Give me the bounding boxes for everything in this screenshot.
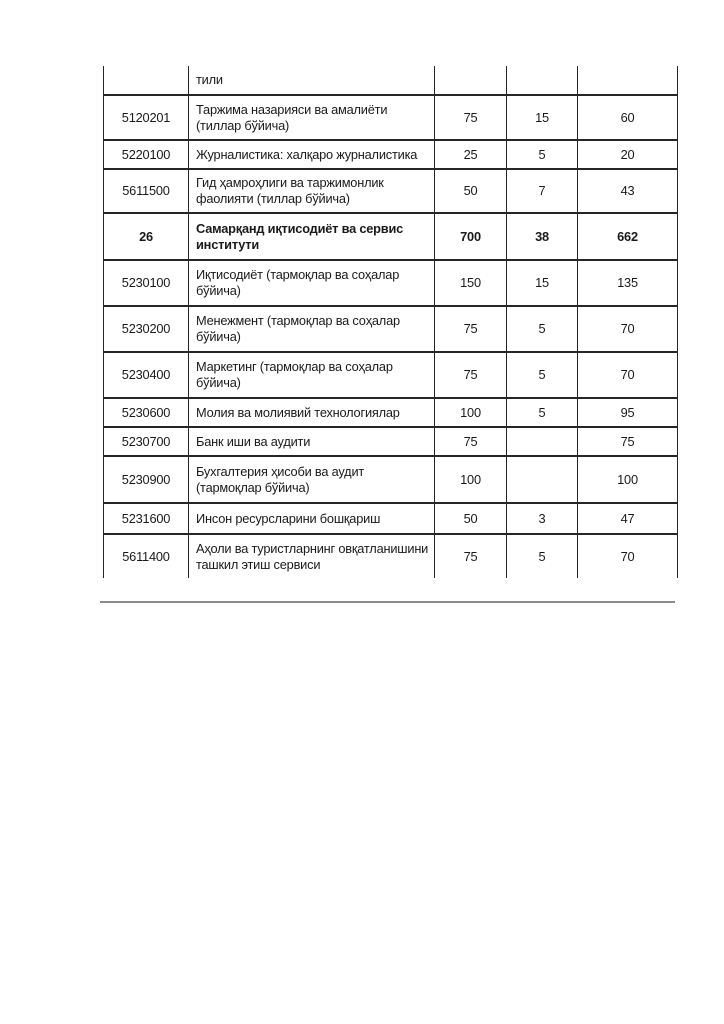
table-row: [104, 306, 678, 352]
institute-header-row: [104, 213, 678, 260]
value-1-cell: 150: [435, 260, 507, 306]
name-cell: Аҳоли ва туристларнинг овқатланишини ташкил этиш сервиси: [189, 534, 435, 578]
value-2-cell: 5: [507, 534, 578, 578]
code-cell: [104, 66, 189, 95]
name-cell: Банк иши ва аудити: [189, 427, 435, 456]
value-1-cell: 100: [435, 456, 507, 503]
table-row: [104, 140, 678, 169]
code-cell: 5230400: [104, 352, 189, 398]
value-1-cell: 75: [435, 306, 507, 352]
value-2-cell: 5: [507, 306, 578, 352]
value-2-cell: 5: [507, 140, 578, 169]
admission-quota-table: [103, 66, 678, 578]
table-row: [104, 534, 678, 578]
table-row: [104, 95, 678, 140]
value-1-cell: 700: [435, 213, 507, 260]
value-3-cell: 135: [578, 260, 678, 306]
value-1-cell: 50: [435, 503, 507, 534]
value-1-cell: 75: [435, 95, 507, 140]
value-1-cell: 25: [435, 140, 507, 169]
value-2-cell: [507, 456, 578, 503]
value-3-cell: 43: [578, 169, 678, 213]
footnote-separator-line: [100, 601, 675, 603]
value-3-cell: 70: [578, 352, 678, 398]
name-cell: Молия ва молиявий технологиялар: [189, 398, 435, 427]
code-cell: 5611400: [104, 534, 189, 578]
table-row: [104, 169, 678, 213]
name-cell: Гид ҳамроҳлиги ва таржимонлик фаолияти (тиллар бўйича): [189, 169, 435, 213]
code-cell: 5230900: [104, 456, 189, 503]
code-cell: 5230100: [104, 260, 189, 306]
name-cell: тили: [189, 66, 435, 95]
value-2-cell: [507, 427, 578, 456]
code-cell: 26: [104, 213, 189, 260]
table-row: [104, 456, 678, 503]
name-cell: Менежмент (тармоқлар ва соҳалар бўйича): [189, 306, 435, 352]
name-cell: Иқтисодиёт (тармоқлар ва соҳалар бўйича): [189, 260, 435, 306]
value-3-cell: 100: [578, 456, 678, 503]
code-cell: 5231600: [104, 503, 189, 534]
value-1-cell: 75: [435, 352, 507, 398]
code-cell: 5120201: [104, 95, 189, 140]
value-3-cell: 75: [578, 427, 678, 456]
value-1-cell: 75: [435, 427, 507, 456]
value-1-cell: [435, 66, 507, 95]
name-cell: Самарқанд иқтисодиёт ва сервис институти: [189, 213, 435, 260]
value-3-cell: 20: [578, 140, 678, 169]
value-3-cell: 662: [578, 213, 678, 260]
name-cell: Таржима назарияси ва амалиёти (тиллар бўйича): [189, 95, 435, 140]
name-cell: Инсон ресурсларини бошқариш: [189, 503, 435, 534]
name-cell: Бухгалтерия ҳисоби ва аудит (тармоқлар бўйича): [189, 456, 435, 503]
value-3-cell: 47: [578, 503, 678, 534]
table-row: [104, 503, 678, 534]
code-cell: 5220100: [104, 140, 189, 169]
code-cell: 5611500: [104, 169, 189, 213]
value-2-cell: 15: [507, 260, 578, 306]
table-row: [104, 352, 678, 398]
value-2-cell: 5: [507, 398, 578, 427]
value-2-cell: 38: [507, 213, 578, 260]
value-2-cell: [507, 66, 578, 95]
value-1-cell: 50: [435, 169, 507, 213]
continued-fragment-row: [104, 66, 678, 95]
value-2-cell: 3: [507, 503, 578, 534]
value-3-cell: 60: [578, 95, 678, 140]
value-2-cell: 15: [507, 95, 578, 140]
value-2-cell: 7: [507, 169, 578, 213]
table-body: [104, 66, 678, 578]
code-cell: 5230600: [104, 398, 189, 427]
value-3-cell: 70: [578, 534, 678, 578]
value-2-cell: 5: [507, 352, 578, 398]
table-row: [104, 398, 678, 427]
value-3-cell: 95: [578, 398, 678, 427]
table-row: [104, 260, 678, 306]
name-cell: Журналистика: халқаро журналистика: [189, 140, 435, 169]
code-cell: 5230200: [104, 306, 189, 352]
name-cell: Маркетинг (тармоқлар ва соҳалар бўйича): [189, 352, 435, 398]
code-cell: 5230700: [104, 427, 189, 456]
value-3-cell: 70: [578, 306, 678, 352]
table-row: [104, 427, 678, 456]
value-1-cell: 100: [435, 398, 507, 427]
value-3-cell: [578, 66, 678, 95]
value-1-cell: 75: [435, 534, 507, 578]
